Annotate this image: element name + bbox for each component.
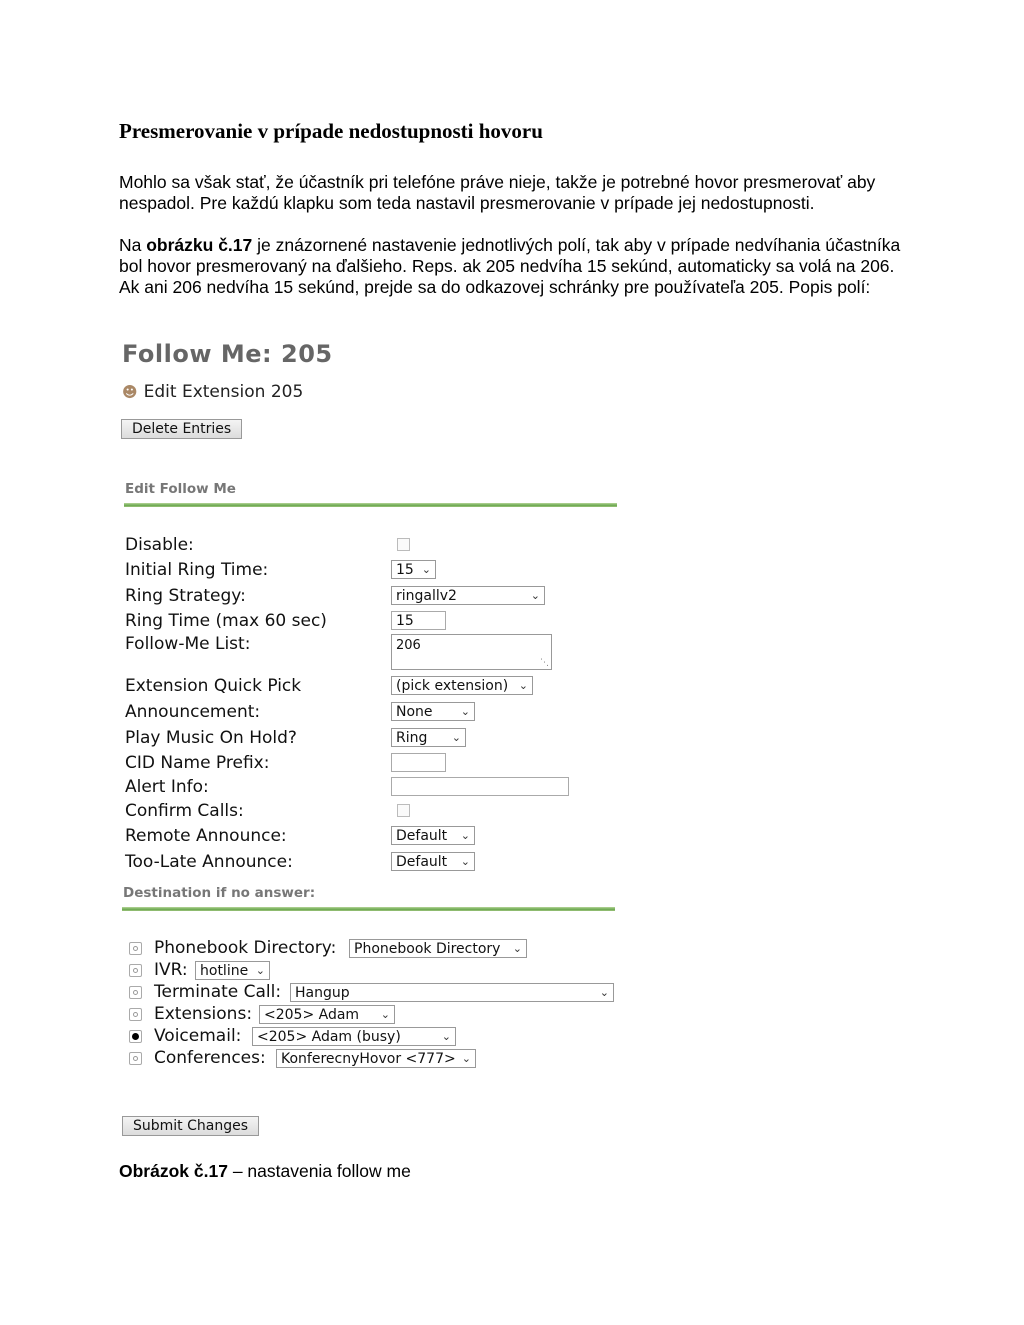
extensions-value: <205> Adam [264,1006,360,1023]
intro-paragraph: Mohlo sa však stať, že účastník pri telefóne práve nieje, takže je potrebné hovor presmerovať aby nespadol. Pre každú klapku som teda nastavil presmerovanie v prípade jej nedostupnosti. [119,172,876,213]
announcement-value: None [396,703,433,720]
music-on-hold-value: Ring [396,729,428,746]
ring-strategy-select[interactable] [391,586,545,605]
ring-strategy-label: Ring Strategy: [125,586,246,606]
remote-announce-value: Default [396,827,448,844]
destination-section-title: Destination if no answer: [123,885,316,901]
terminate-call-select[interactable] [290,983,614,1002]
initial-ring-time-label: Initial Ring Time: [125,560,269,580]
resize-grip-icon[interactable]: ⋱ [540,658,549,668]
phonebook-value: Phonebook Directory [354,940,501,957]
caption-label: Obrázok č.17 [119,1161,228,1181]
section-heading: Presmerovanie v prípade nedostupnosti hovoru [119,119,543,143]
initial-ring-time-select[interactable] [391,560,436,579]
phonebook-label: Phonebook Directory: [154,938,337,958]
quick-pick-value: (pick extension) [396,677,509,694]
ring-time-input[interactable]: 15 [391,611,446,630]
remote-announce-select[interactable] [391,826,475,845]
radio-phonebook[interactable] [129,942,142,955]
disable-checkbox[interactable] [397,538,410,551]
caption-text: – nastavenia follow me [227,1161,411,1181]
follow-me-title: Follow Me: 205 [122,340,333,368]
terminate-call-label: Terminate Call: [154,982,282,1002]
follow-me-screenshot [118,336,638,1146]
disable-label: Disable: [125,535,194,555]
alert-info-label: Alert Info: [125,777,209,797]
chevron-down-icon: ⌄ [461,1052,471,1065]
submit-changes-button[interactable]: Submit Changes [122,1116,259,1136]
conferences-select[interactable] [276,1049,476,1068]
chevron-down-icon: ⌄ [518,679,528,692]
too-late-announce-select[interactable] [391,852,475,871]
description-paragraph [119,235,909,298]
music-on-hold-select[interactable] [391,728,466,747]
chevron-down-icon: ⌄ [512,942,522,955]
ivr-value: hotline [200,962,249,979]
chevron-down-icon: ⌄ [530,589,540,602]
ivr-select[interactable] [195,961,270,980]
remote-announce-label: Remote Announce: [125,826,287,846]
section-divider [124,503,617,507]
para2-rest: je znázornené nastavenie jednotlivých polí, tak aby v prípade nedvíhania účastníka bol hovor presmerovaný na ďalšieho. Reps. ak 205 nedvíha 15 sekúnd, automaticky sa volá na 206. Ak ani 206 nedvíha 15 sekúnd, prejde sa do odkazovej schránky pre používateľa 205. Popis polí: [119,235,901,297]
terminate-call-value: Hangup [295,984,350,1001]
chevron-down-icon: ⌄ [460,855,470,868]
extension-quick-pick-select[interactable] [391,676,533,695]
initial-ring-time-value: 15 [396,561,414,578]
ivr-label: IVR: [154,960,188,980]
extensions-select[interactable] [259,1005,395,1024]
music-on-hold-label: Play Music On Hold? [125,728,297,748]
radio-voicemail[interactable] [129,1030,142,1043]
radio-terminate[interactable] [129,986,142,999]
edit-follow-me-section-title: Edit Follow Me [125,481,236,497]
chevron-down-icon: ⌄ [599,986,609,999]
alert-info-input[interactable] [391,777,569,796]
voicemail-select[interactable] [252,1027,456,1046]
confirm-calls-label: Confirm Calls: [125,801,244,821]
figure-caption [119,1161,411,1182]
radio-ivr[interactable] [129,964,142,977]
chevron-down-icon: ⌄ [451,731,461,744]
voicemail-label: Voicemail: [154,1026,242,1046]
chevron-down-icon: ⌄ [460,829,470,842]
para2-prefix: Na [119,235,147,255]
follow-me-list-value: 206 [396,638,421,653]
conferences-label: Conferences: [154,1048,266,1068]
announcement-select[interactable] [391,702,475,721]
users-icon: ☻ [122,383,138,401]
ring-strategy-value: ringallv2 [396,587,457,604]
edit-extension-label: Edit Extension 205 [143,382,304,402]
follow-me-list-label: Follow-Me List: [125,634,251,654]
voicemail-value: <205> Adam (busy) [257,1028,401,1045]
announcement-label: Announcement: [125,702,261,722]
figure-reference: obrázku č.17 [146,235,253,255]
extension-quick-pick-label: Extension Quick Pick [125,676,302,696]
chevron-down-icon: ⌄ [380,1008,390,1021]
chevron-down-icon: ⌄ [460,705,470,718]
chevron-down-icon: ⌄ [441,1030,451,1043]
edit-extension-link[interactable] [122,382,303,402]
ring-time-label: Ring Time (max 60 sec) [125,611,327,631]
conferences-value: KonferecnyHovor <777> [281,1050,456,1067]
confirm-calls-checkbox[interactable] [397,804,410,817]
section-divider [122,907,615,911]
cid-name-prefix-label: CID Name Prefix: [125,753,270,773]
follow-me-list-textarea[interactable] [391,634,552,670]
chevron-down-icon: ⌄ [421,563,431,576]
too-late-announce-label: Too-Late Announce: [125,852,293,872]
too-late-announce-value: Default [396,853,448,870]
radio-conferences[interactable] [129,1052,142,1065]
radio-extensions[interactable] [129,1008,142,1021]
delete-entries-button[interactable]: Delete Entries [121,419,242,439]
cid-name-prefix-input[interactable] [391,753,446,772]
phonebook-select[interactable] [349,939,527,958]
extensions-label: Extensions: [154,1004,253,1024]
chevron-down-icon: ⌄ [255,964,265,977]
